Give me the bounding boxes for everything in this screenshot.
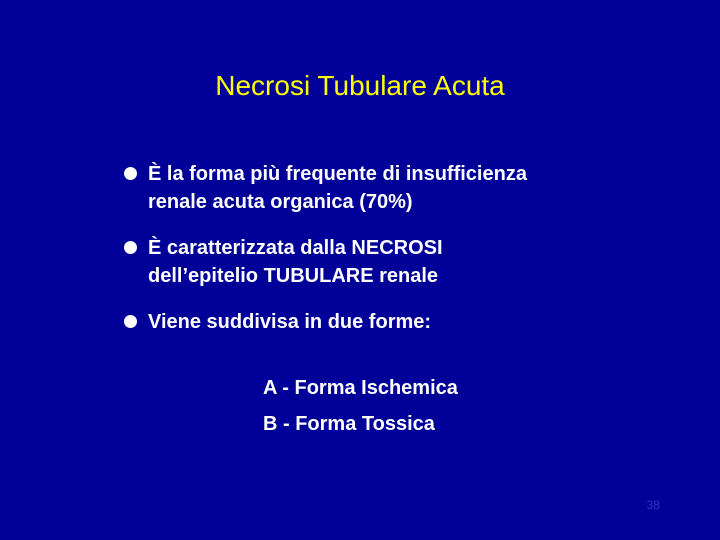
bullet-text-line: Viene suddivisa in due forme: bbox=[148, 311, 432, 333]
bullet-list bbox=[118, 160, 638, 336]
bullet-item bbox=[118, 160, 638, 216]
bullet-item bbox=[118, 234, 638, 290]
bullet-text-line: dell’epitelio TUBULARE renale bbox=[148, 265, 439, 287]
page-number: 38 bbox=[646, 498, 660, 512]
bullet-text-line: È la forma più frequente di insufficienza bbox=[148, 163, 527, 185]
slide-title: Necrosi Tubulare Acuta bbox=[215, 70, 505, 101]
bullet-text-line: renale acuta organica (70%) bbox=[148, 191, 413, 213]
bullet-dot-icon bbox=[124, 315, 137, 328]
sub-item: A - Forma Ischemica bbox=[263, 377, 458, 399]
sub-item: B - Forma Tossica bbox=[263, 413, 435, 435]
bullet-dot-icon bbox=[124, 241, 137, 254]
bullet-item bbox=[118, 308, 638, 336]
bullet-dot-icon bbox=[124, 167, 137, 180]
sub-list bbox=[263, 370, 458, 442]
bullet-text-line: È caratterizzata dalla NECROSI bbox=[148, 237, 443, 259]
